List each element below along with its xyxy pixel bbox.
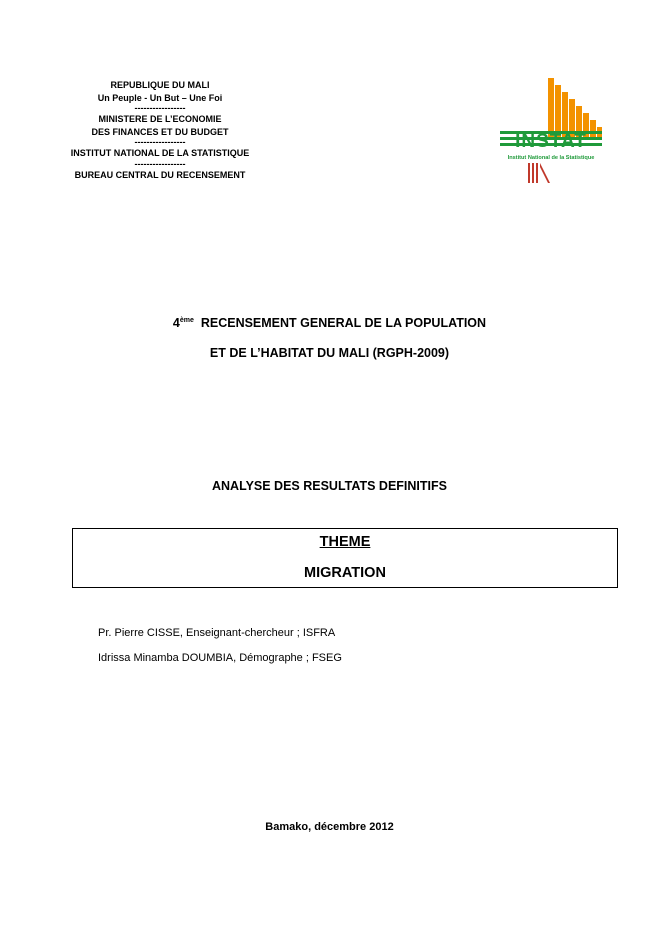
- separator: -----------------: [134, 137, 186, 147]
- place-and-date: Bamako, décembre 2012: [265, 821, 394, 833]
- theme-box: [72, 528, 618, 588]
- institute-name: INSTITUT NATIONAL DE LA STATISTIQUE: [70, 148, 250, 158]
- national-motto: Un Peuple - Un But – Une Foi: [97, 92, 223, 103]
- logo-caption: Institut National de la Statistique: [507, 155, 595, 161]
- separator: -----------------: [134, 158, 186, 169]
- author-2: Idrissa Minamba DOUMBIA, Démographe ; FSEG: [98, 652, 342, 664]
- census-line-1: RECENSEMENT GENERAL DE LA POPULATION: [200, 316, 487, 330]
- ministry-line-2: DES FINANCES ET DU BUDGET: [91, 126, 229, 137]
- logo-wordmark: INSTAT: [515, 131, 587, 152]
- ministry-line-1: MINISTERE DE L’ECONOMIE: [98, 114, 222, 124]
- authors-list: [98, 621, 342, 671]
- census-title-line-2: ET DE L’HABITAT DU MALI (RGPH-2009): [209, 346, 450, 360]
- institution-header: [60, 79, 260, 181]
- author-1: Pr. Pierre CISSE, Enseignant-chercheur ; ISFRA: [98, 627, 336, 639]
- country-name: REPUBLIQUE DU MALI: [110, 80, 210, 90]
- instat-logo: [498, 75, 604, 185]
- theme-value: MIGRATION: [304, 565, 386, 581]
- instat-logo-graphic: [498, 75, 604, 185]
- theme-label: THEME: [319, 534, 371, 550]
- analysis-title: ANALYSE DES RESULTATS DEFINITIFS: [212, 479, 447, 493]
- census-ordinal: 4: [172, 316, 180, 330]
- census-title-line-1: [0, 316, 659, 330]
- bureau-name: BUREAU CENTRAL DU RECENSEMENT: [74, 169, 246, 180]
- census-ordinal-suffix: ème: [179, 316, 194, 324]
- separator: -----------------: [134, 103, 186, 113]
